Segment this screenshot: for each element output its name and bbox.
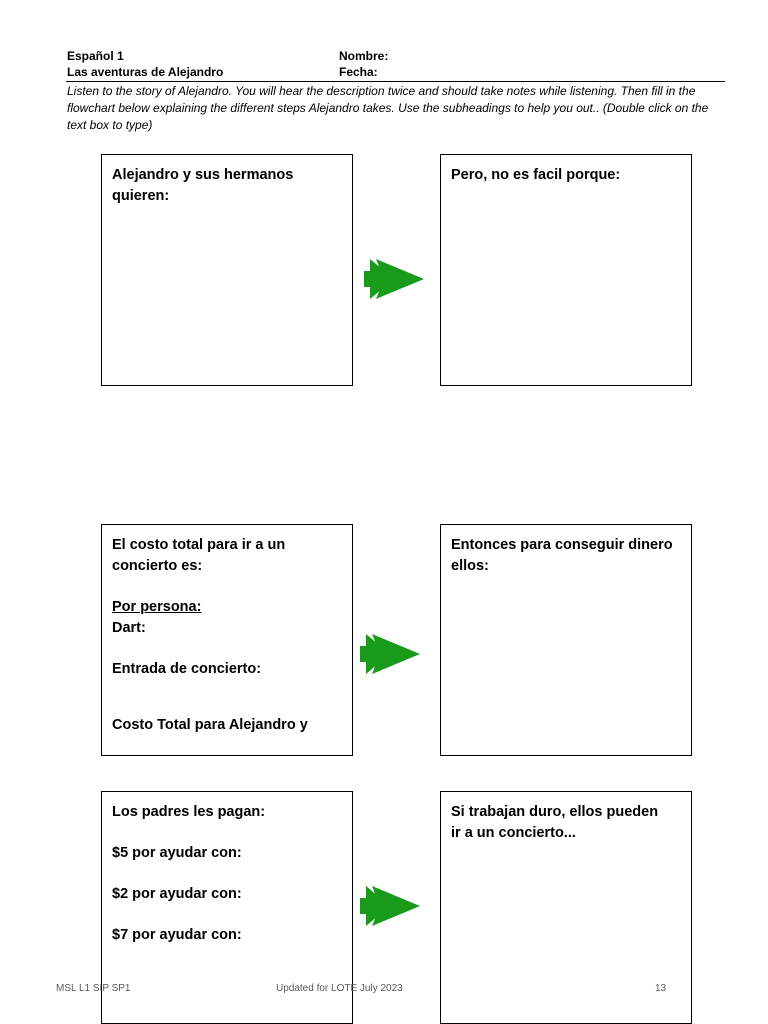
footer-left: MSL L1 SIP SP1	[56, 983, 131, 994]
arrow-right-icon	[364, 257, 428, 301]
pay-2-label: $2 por ayudar con:	[112, 886, 242, 902]
ticket-label: Entrada de concierto:	[112, 661, 262, 677]
flowchart-box-cost[interactable]	[101, 524, 353, 756]
pay-5-label: $5 por ayudar con:	[112, 845, 242, 861]
total-cost-label: Costo Total para Alejandro y	[112, 717, 308, 733]
arrow-right-icon	[360, 884, 424, 928]
dart-label: Dart:	[112, 620, 146, 636]
unit-title: Las aventuras de Alejandro	[67, 65, 224, 79]
page-number: 13	[655, 983, 667, 994]
name-label: Nombre:	[339, 49, 389, 63]
flowchart-box-money[interactable]	[440, 524, 692, 756]
arrow-right-icon	[360, 632, 424, 676]
box-parents-line1: Los padres les pagan:	[112, 804, 266, 820]
box-cost-line1: El costo total para ir a un	[112, 537, 286, 553]
box-wants-line1: Alejandro y sus hermanos	[112, 167, 294, 183]
instructions-text: Listen to the story of Alejandro. You will hear the description twice and should take notes while listening. Then fill in the flowchart below explaining the different steps Alejandro takes. Use the subheadings to help you out.. (Double click on the text box to type)	[67, 84, 709, 132]
per-person-subheading: Por persona:	[112, 599, 202, 615]
box-wants-line2: quieren:	[112, 188, 170, 204]
box-money-line2: ellos:	[451, 558, 489, 574]
box-concert-line1: Si trabajan duro, ellos pueden	[451, 804, 659, 820]
header-divider	[66, 81, 725, 82]
box-concert-line2: ir a un concierto...	[451, 825, 576, 841]
flowchart-box-obstacle[interactable]	[440, 154, 692, 386]
box-cost-line2: concierto es:	[112, 558, 203, 574]
flowchart-box-wants[interactable]	[101, 154, 353, 386]
pay-7-label: $7 por ayudar con:	[112, 927, 242, 943]
course-title: Español 1	[67, 49, 124, 63]
date-label: Fecha:	[339, 65, 378, 79]
footer-center: Updated for LOTE July 2023	[276, 983, 403, 994]
box-money-line1: Entonces para conseguir dinero	[451, 537, 673, 553]
box-obstacle-line1: Pero, no es facil porque:	[451, 167, 621, 183]
